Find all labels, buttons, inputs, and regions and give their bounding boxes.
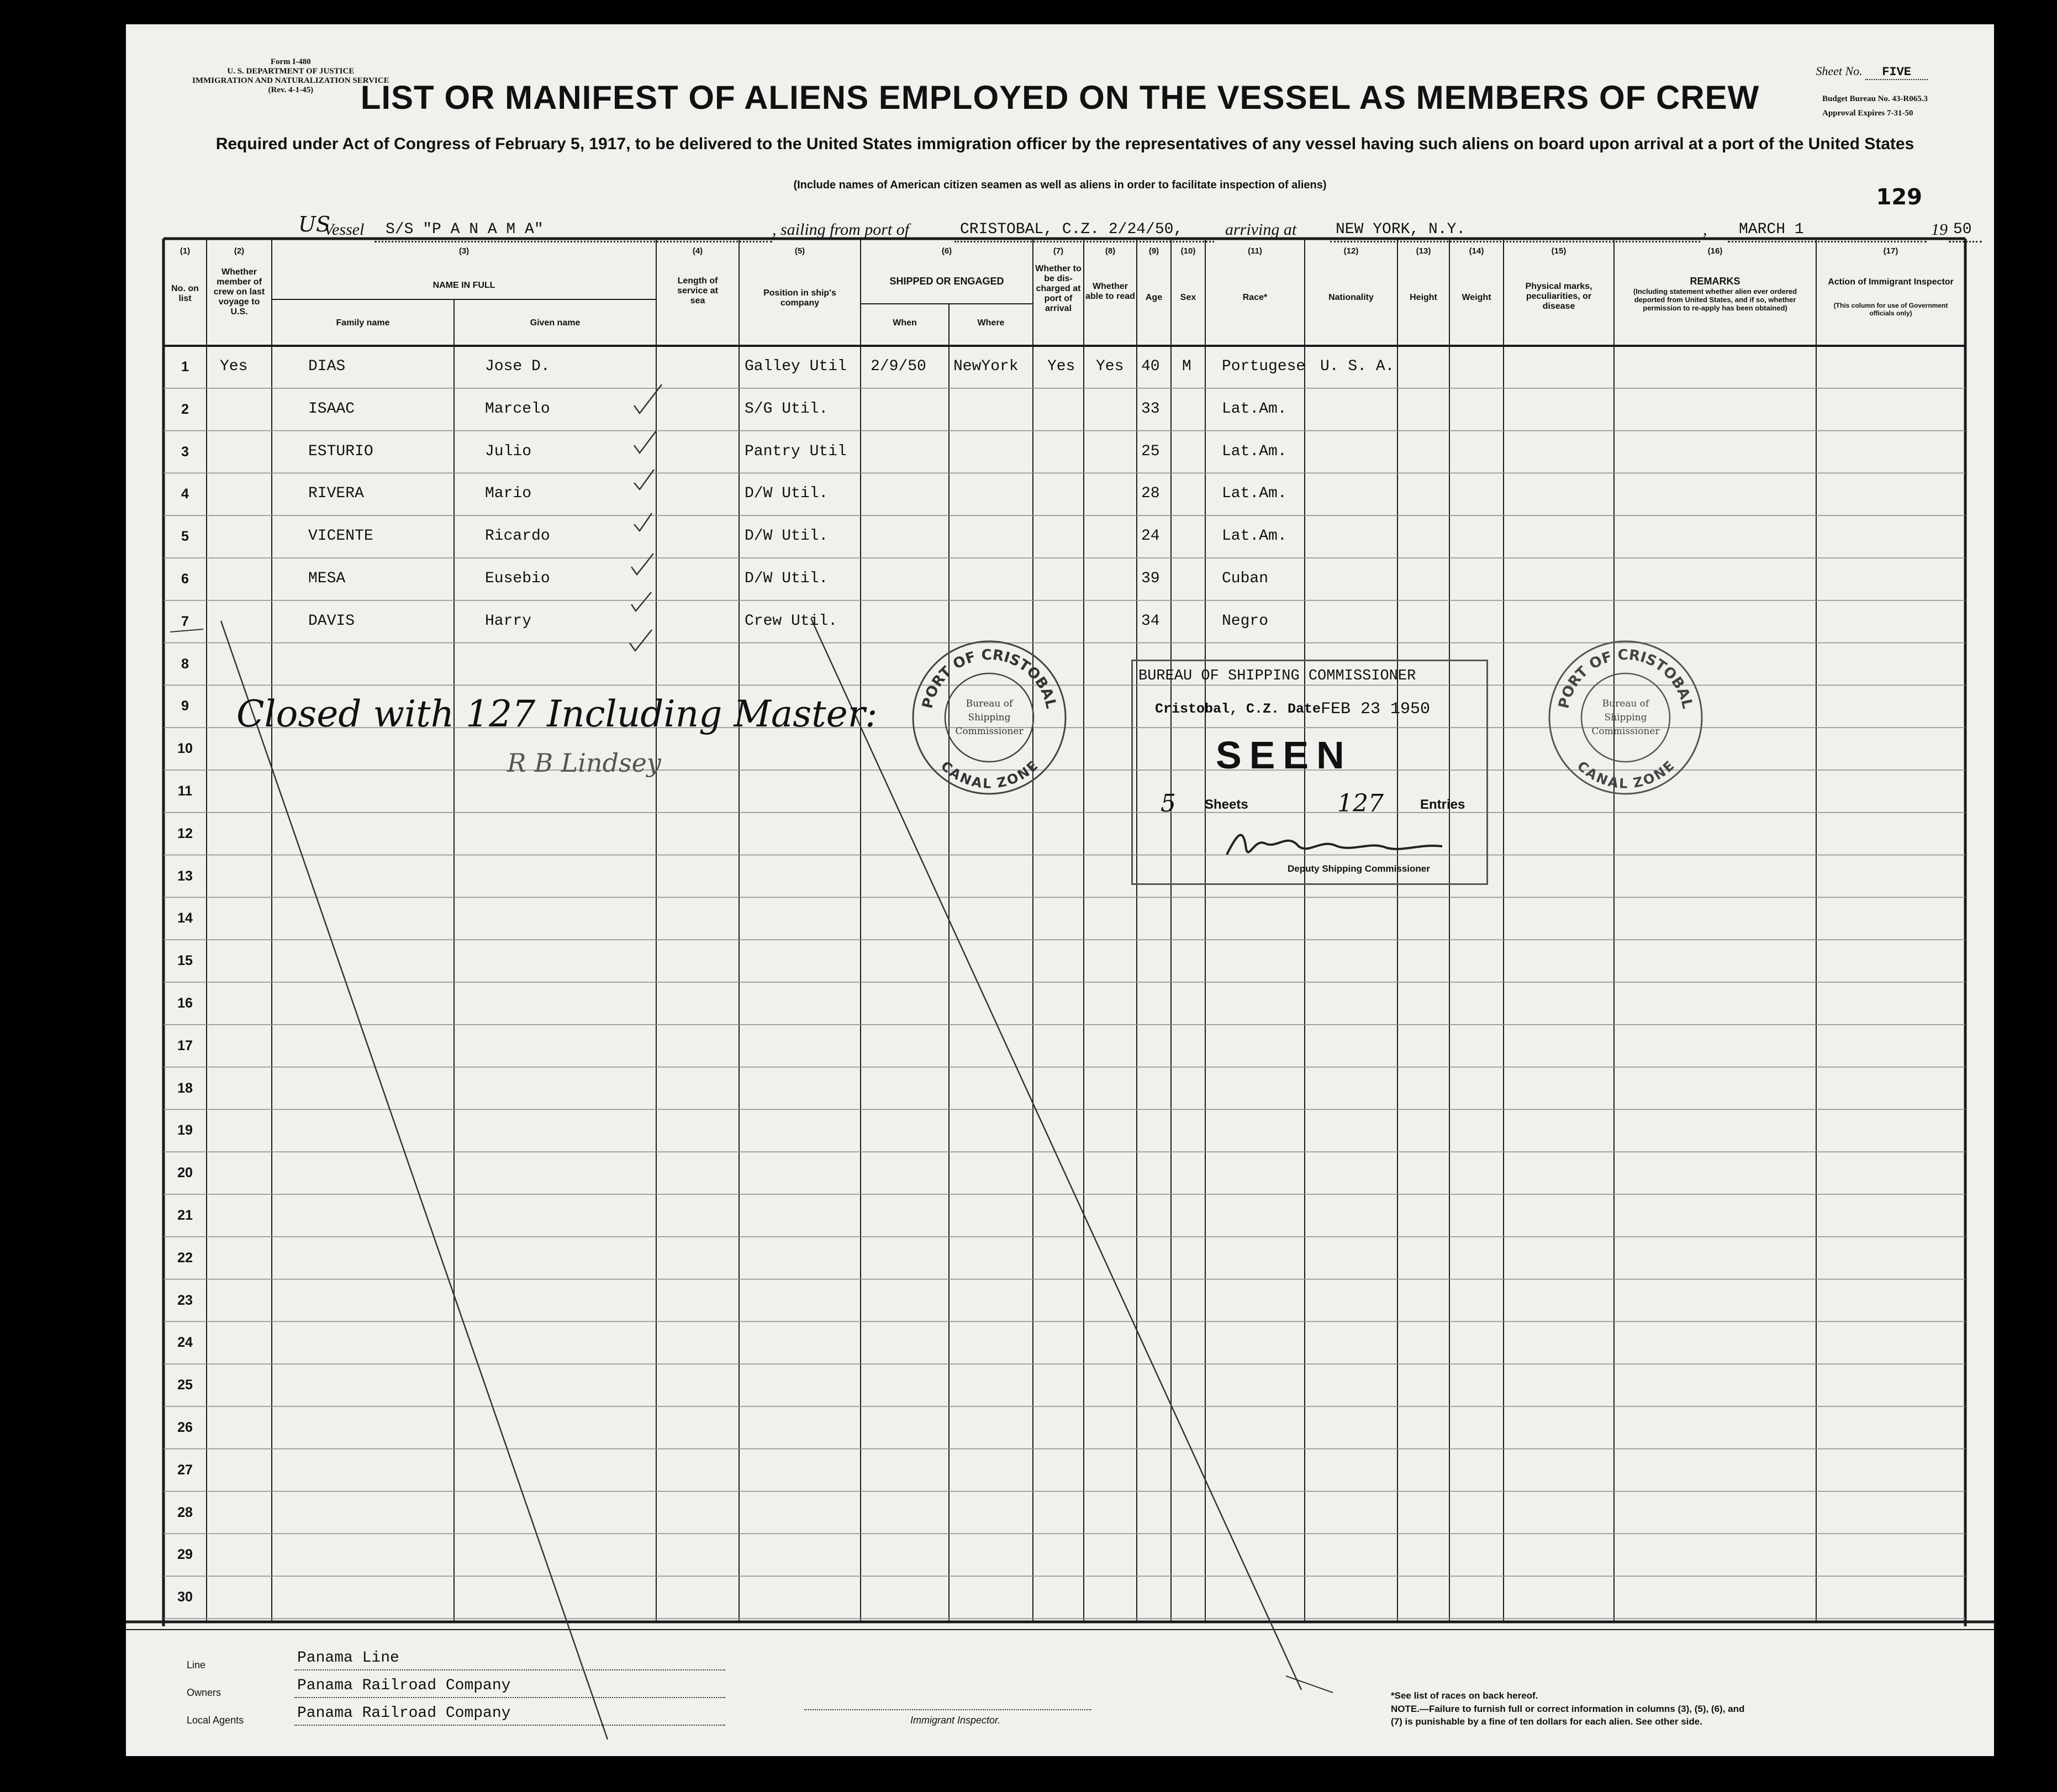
penalty-note: NOTE.—Failure to furnish full or correct information in columns (3), (5), (6), and (7) is punishable by a fine of ten dollars for each alien. See other side. [1391, 1704, 1745, 1727]
col14-header: Weight [1462, 293, 1491, 302]
col16-subheader: (Including statement whether alien ever ordered deported from United States, and if so, whether permission to re-apply has been obtained) [1633, 287, 1797, 312]
row-number: 27 [177, 1462, 193, 1478]
col1-number: (1) [180, 246, 191, 256]
row-number: 28 [177, 1504, 193, 1520]
seal-inner-line: Shipping [1604, 712, 1647, 723]
cell-race: Negro [1222, 612, 1269, 630]
col2-header: Whether member of crew on last voyage to U.S. [213, 267, 265, 317]
col9-header: Age [1145, 293, 1163, 302]
check-mark [631, 554, 653, 575]
bureau-stamp-date: FEB 23 1950 [1321, 700, 1431, 719]
row-rules [163, 388, 1965, 1619]
row-number: 10 [177, 741, 193, 757]
given-name-header: Given name [530, 318, 581, 328]
check-mark [634, 384, 662, 413]
where-header: Where [977, 318, 1005, 328]
cell-given: Marcelo [485, 400, 550, 418]
col6-number: (6) [941, 246, 952, 256]
arrival-year: 50 [1953, 221, 1972, 238]
year-prefix: 19 [1931, 220, 1948, 239]
column-rules [207, 239, 1816, 1622]
cell-when: 2/9/50 [871, 358, 926, 375]
row-number: 17 [177, 1037, 193, 1053]
row-number: 2 [181, 401, 189, 417]
revision-date: (Rev. 4-1-45) [268, 86, 314, 94]
row-number: 6 [181, 571, 189, 587]
col5-number: (5) [794, 246, 805, 256]
page-title: LIST OR MANIFEST OF ALIENS EMPLOYED ON THE VESSEL AS MEMBERS OF CREW [360, 79, 1760, 116]
col7-number: (7) [1053, 246, 1064, 256]
agents-underline [294, 1725, 725, 1726]
row-number: 15 [177, 953, 193, 969]
row-number: 30 [177, 1589, 193, 1605]
service-name: IMMIGRATION AND NATURALIZATION SERVICE [192, 76, 389, 85]
cell-race: Lat.Am. [1222, 442, 1287, 460]
row-number: 26 [177, 1420, 193, 1435]
row-number: 13 [177, 868, 193, 884]
cell-family: VICENTE [308, 528, 373, 545]
cell-family: DIAS [308, 358, 346, 375]
row-number: 18 [177, 1080, 193, 1096]
cell-position: Pantry Util [745, 442, 847, 460]
row-number: 22 [177, 1250, 193, 1266]
cell-family: RIVERA [308, 485, 364, 503]
col17-number: (17) [1883, 246, 1898, 256]
line-value: Panama Line [297, 1649, 399, 1667]
check-mark [634, 431, 656, 453]
check-mark [631, 592, 651, 611]
row-number: 3 [181, 444, 189, 460]
seal-inner-line: Commissioner [955, 726, 1024, 737]
agents-label: Local Agents [187, 1715, 244, 1726]
port-seal-left [909, 637, 1069, 798]
sailing-label: , sailing from port of [772, 220, 910, 239]
cell-position: Crew Util. [745, 612, 838, 630]
col17-subheader: (This column for use of Government officials only) [1833, 302, 1948, 317]
row-number: 1 [181, 359, 189, 375]
cell-family: DAVIS [308, 612, 355, 630]
family-name-header: Family name [336, 318, 390, 328]
cancel-line-left [221, 621, 608, 1740]
col13-number: (13) [1416, 246, 1431, 256]
seal-inner-line: Bureau of [966, 698, 1013, 709]
line-label: Line [187, 1659, 206, 1670]
sheet-label: Sheet No. [1816, 64, 1863, 78]
row-number: 19 [177, 1122, 193, 1139]
vessel-name: S/S "P A N A M A" [386, 221, 544, 238]
arriving-comma: , [1703, 220, 1707, 239]
cell-age: 33 [1141, 400, 1160, 418]
arriving-label: arriving at [1225, 220, 1297, 239]
col10-number: (10) [1180, 246, 1196, 256]
arriving-port: NEW YORK, N.Y. [1336, 221, 1466, 238]
approval-expiry: Approval Expires 7-31-50 [1822, 109, 1913, 118]
bureau-stamp-seen: SEEN [1216, 734, 1352, 777]
deputy-signature [1221, 821, 1453, 866]
seal-bottom-text: CANAL ZONE [937, 758, 1041, 792]
arrival-date: MARCH 1 [1739, 221, 1804, 238]
check-marks [630, 384, 662, 651]
row-number: 24 [177, 1335, 193, 1351]
col10-header: Sex [1180, 293, 1196, 302]
col1-header: No. on list [171, 284, 199, 303]
vessel-label: Vessel [324, 220, 365, 239]
cell-given: Eusebio [485, 570, 550, 587]
svg-text:CANAL ZONE [1574, 758, 1677, 791]
bureau-stamp-header: BUREAU OF SHIPPING COMMISSIONER [1138, 668, 1416, 684]
bureau-stamp [1131, 660, 1488, 885]
cell-nationality: U. S. A. [1320, 358, 1395, 375]
col2-number: (2) [234, 246, 245, 256]
cell-age: 24 [1141, 528, 1160, 545]
owners-underline [294, 1697, 725, 1698]
col12-header: Nationality [1328, 293, 1374, 302]
seal-top-text: PORT OF CRISTOBAL [1555, 646, 1696, 710]
seal-bottom-text: CANAL ZONE [1574, 758, 1678, 792]
row-number: 7 [181, 613, 189, 629]
col15-header: Physical marks, peculiarities, or disease [1525, 282, 1592, 311]
col16-number: (16) [1707, 246, 1723, 256]
cell-race: Lat.Am. [1222, 528, 1287, 545]
row-number: 11 [177, 783, 193, 799]
cell-given: Jose D. [485, 358, 550, 375]
col12-number: (12) [1343, 246, 1359, 256]
cell-age: 40 [1141, 358, 1160, 375]
inspector-signature-line [804, 1709, 1091, 1710]
legal-requirement: Required under Act of Congress of February 5, 1917, to be delivered to the United States immigration officer by the representatives of any vessel having such aliens on board upon arrival at a port of the United States [215, 135, 1914, 153]
cell-age: 34 [1141, 612, 1160, 630]
agents-value: Panama Railroad Company [297, 1705, 511, 1722]
col5-header: Position in ship's company [763, 288, 836, 308]
cell-race: Portugese [1222, 358, 1306, 375]
bureau-stamp-sheets-label: Sheets [1205, 797, 1248, 812]
bureau-stamp-entries-label: Entries [1420, 797, 1465, 812]
cell-race: Cuban [1222, 570, 1269, 587]
svg-text:CANAL ZONE [938, 758, 1041, 791]
seal-inner-line: Commissioner [1591, 726, 1660, 737]
cell-position: S/G Util. [745, 400, 829, 418]
cell-race: Lat.Am. [1222, 485, 1287, 503]
col3-number: (3) [458, 246, 470, 256]
col11-number: (11) [1248, 246, 1262, 256]
cell-age: 25 [1141, 442, 1160, 460]
form-number: Form I-480 [270, 57, 311, 66]
bureau-stamp-place: Cristobal, C.Z. Date [1155, 701, 1321, 717]
budget-bureau: Budget Bureau No. 43-R065.3 [1822, 94, 1928, 103]
cancel-line-tick [1286, 1676, 1333, 1693]
col6-header: SHIPPED OR ENGAGED [889, 276, 1004, 287]
row-number: 21 [177, 1208, 193, 1223]
cell-given: Julio [485, 442, 532, 460]
cell-age: 39 [1141, 570, 1160, 587]
row-number: 29 [177, 1547, 193, 1563]
check-mark [630, 630, 652, 651]
bureau-stamp-entries-value: 127 [1337, 789, 1384, 818]
row-number: 8 [181, 656, 189, 672]
row-number: 23 [177, 1292, 193, 1308]
race-note: *See list of races on back hereof. [1391, 1690, 1538, 1701]
cell-position: D/W Util. [745, 528, 829, 545]
col4-header: Length of service at sea [677, 276, 718, 305]
check-mark [634, 470, 654, 489]
col15-number: (15) [1551, 246, 1567, 256]
seal-top-text: PORT OF CRISTOBAL [919, 646, 1059, 710]
col9-number: (9) [1148, 246, 1159, 256]
manifest-sheet [126, 24, 1994, 1756]
when-header: When [893, 318, 917, 328]
col13-header: Height [1410, 293, 1437, 302]
owners-value: Panama Railroad Company [297, 1677, 511, 1694]
col16-header: REMARKS [1690, 276, 1740, 287]
col17-header: Action of Immigrant Inspector [1828, 277, 1954, 287]
page-number-stamp: 129 [1876, 185, 1922, 210]
seal-inner-line: Bureau of [1602, 698, 1649, 709]
cell-where: NewYork [953, 358, 1019, 375]
master-signature: R B Lindsey [507, 748, 661, 778]
include-note: (Include names of American citizen seamen as well as aliens in order to facilitate inspection of aliens) [793, 179, 1327, 191]
cell-sex: M [1182, 358, 1191, 375]
cell-given: Mario [485, 485, 532, 503]
closing-note: Closed with 127 Including Master: [236, 693, 878, 735]
bureau-stamp-sheets-value: 5 [1161, 789, 1176, 818]
col11-header: Race* [1242, 293, 1268, 302]
col14-number: (14) [1469, 246, 1484, 256]
bureau-stamp-signer: Deputy Shipping Commissioner [1288, 863, 1430, 874]
row-number: 25 [177, 1377, 193, 1393]
cell-discharged: Yes [1047, 358, 1075, 375]
col4-number: (4) [692, 246, 703, 256]
sheet-value: FIVE [1865, 65, 1928, 80]
col8-number: (8) [1105, 246, 1116, 256]
row-number: 16 [177, 995, 193, 1011]
inspector-label: Immigrant Inspector. [910, 1715, 1001, 1726]
owners-label: Owners [187, 1687, 221, 1698]
cell-given: Ricardo [485, 528, 550, 545]
row-number: 9 [181, 698, 189, 714]
port-seal-right [1546, 637, 1706, 798]
col3-header: NAME IN FULL [433, 281, 495, 290]
col8-header: Whether able to read [1085, 282, 1135, 301]
cell-read: Yes [1096, 358, 1124, 375]
cell-family: ISAAC [308, 400, 355, 418]
cell-family: MESA [308, 570, 346, 587]
row-number: 5 [181, 529, 189, 545]
seal-inner-line: Shipping [968, 712, 1011, 723]
sailing-port: CRISTOBAL, C.Z. 2/24/50, [960, 221, 1183, 238]
line-underline [294, 1669, 725, 1670]
row-number: 4 [181, 486, 189, 502]
row-number: 20 [177, 1165, 193, 1181]
cell-position: Galley Util [745, 358, 847, 375]
us-mark: US [298, 212, 331, 236]
cell-age: 28 [1141, 485, 1160, 503]
col7-header: Whether to be dis-charged at port of arrival [1035, 264, 1082, 313]
cell-family: ESTURIO [308, 442, 373, 460]
cell-position: D/W Util. [745, 570, 829, 587]
department-name: U. S. DEPARTMENT OF JUSTICE [227, 67, 355, 76]
cell-position: D/W Util. [745, 485, 829, 503]
cell-given: Harry [485, 612, 532, 630]
cell-last-voyage: Yes [220, 358, 248, 375]
row-number: 14 [177, 910, 193, 926]
row-number: 12 [177, 825, 193, 841]
cell-race: Lat.Am. [1222, 400, 1287, 418]
